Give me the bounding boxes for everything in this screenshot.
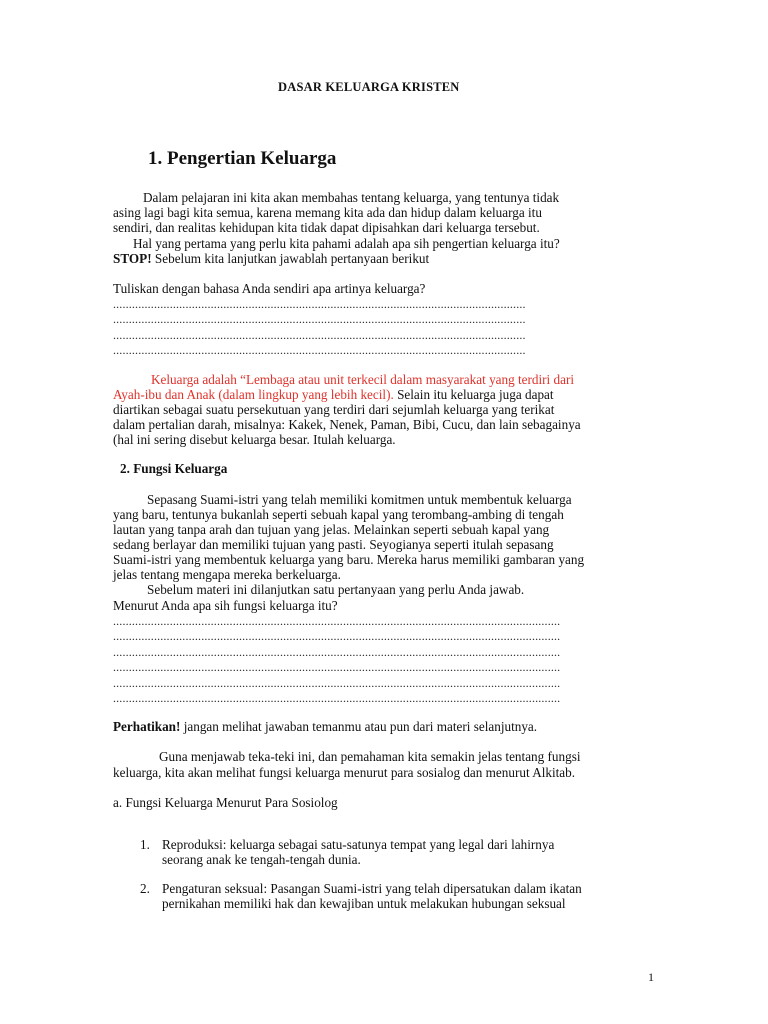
answer-line: .............................................................................................................................................. [113,614,561,628]
list-item-text: seorang anak ke tengah-tengah dunia. [162,852,361,867]
answer-line: ................................................................................................................................... [113,297,526,311]
section-heading-fungsi: 2. Fungsi Keluarga [120,461,228,476]
answer-line: .............................................................................................................................................. [113,691,561,705]
answer-line: ................................................................................................................................... [113,312,526,326]
notice-label: Perhatikan! [113,719,181,734]
paragraph-line: lautan yang tanpa arah dan tujuan yang jelas. Melainkan seperti sebuah kapal yang [113,522,550,537]
paragraph-line: dalam pertalian darah, misalnya: Kakek, Nenek, Paman, Bibi, Cucu, dan lain sebagainya [113,417,581,432]
paragraph-line: asing lagi bagi kita semua, karena memang kita ada dan hidup dalam keluarga itu [113,205,542,220]
paragraph-line: sendiri, dan realitas kehidupan kita tidak dapat dipisahkan dari keluarga tersebut. [113,220,540,235]
paragraph-line: sedang berlayar dan memiliki tujuan yang pasti. Seyogianya seperti itulah sepasang [113,537,554,552]
section-heading-pengertian: 1. Pengertian Keluarga [148,148,337,169]
stop-label: STOP! [113,251,152,266]
paragraph-line: Sepasang Suami-istri yang telah memiliki komitmen untuk membentuk keluarga [147,492,572,507]
paragraph-line: Sebelum materi ini dilanjutkan satu pertanyaan yang perlu Anda jawab. [147,582,525,597]
question-prompt: Tuliskan dengan bahasa Anda sendiri apa artinya keluarga? [113,281,426,296]
answer-line: ................................................................................................................................... [113,328,526,342]
stop-text: Sebelum kita lanjutkan jawablah pertanyaan berikut [151,251,430,266]
paragraph-line: yang baru, tentunya bukanlah seperti sebuah kapal yang terombang-ambing di tengah [113,507,564,522]
stop-line [113,251,429,266]
list-item-number: 1. [140,837,150,852]
paragraph-line: Menurut Anda apa sih fungsi keluarga itu? [113,598,338,613]
paragraph-line: Suami-istri yang membentuk keluarga yang baru. Mereka harus memiliki gambaran yang [113,552,585,567]
document-title: DASAR KELUARGA KRISTEN [278,80,460,94]
notice-text: jangan melihat jawaban temanmu atau pun dari materi selanjutnya. [180,719,538,734]
answer-line: .............................................................................................................................................. [113,676,561,690]
definition-red-line: Keluarga adalah “Lembaga atau unit terkecil dalam masyarakat yang terdiri dari [151,372,575,387]
subheading-sosiolog: a. Fungsi Keluarga Menurut Para Sosiolog [113,795,338,810]
definition-black-text: Selain itu keluarga juga dapat [393,387,554,402]
paragraph-line: jelas tentang mengapa mereka berkeluarga. [113,567,341,582]
paragraph-line: (hal ini sering disebut keluarga besar. Itulah keluarga. [113,432,396,447]
paragraph-line: Hal yang pertama yang perlu kita pahami adalah apa sih pengertian keluarga itu? [133,236,560,251]
definition-red-text: Ayah-ibu dan Anak (dalam lingkup yang lebih kecil). [113,387,394,402]
list-item-number: 2. [140,881,150,896]
list-item-text: Reproduksi: keluarga sebagai satu-satunya tempat yang legal dari lahirnya [162,837,555,852]
paragraph-line: diartikan sebagai suatu persekutuan yang terdiri dari sejumlah keluarga yang terikat [113,402,555,417]
list-item-text: pernikahan memiliki hak dan kewajiban untuk melakukan hubungan seksual [162,896,566,911]
list-item-text: Pengaturan seksual: Pasangan Suami-istri yang telah dipersatukan dalam ikatan [162,881,582,896]
answer-line: .............................................................................................................................................. [113,629,561,643]
paragraph-line: Guna menjawab teka-teki ini, dan pemahaman kita semakin jelas tentang fungsi [159,749,581,764]
answer-line: .............................................................................................................................................. [113,660,561,674]
page-number: 1 [648,970,654,984]
notice-line [113,719,537,734]
definition-line [113,387,554,402]
paragraph-line: keluarga, kita akan melihat fungsi keluarga menurut para sosialog dan menurut Alkitab. [113,765,576,780]
answer-line: ................................................................................................................................... [113,343,526,357]
answer-line: .............................................................................................................................................. [113,645,561,659]
paragraph-line: Dalam pelajaran ini kita akan membahas tentang keluarga, yang tentunya tidak [143,190,560,205]
